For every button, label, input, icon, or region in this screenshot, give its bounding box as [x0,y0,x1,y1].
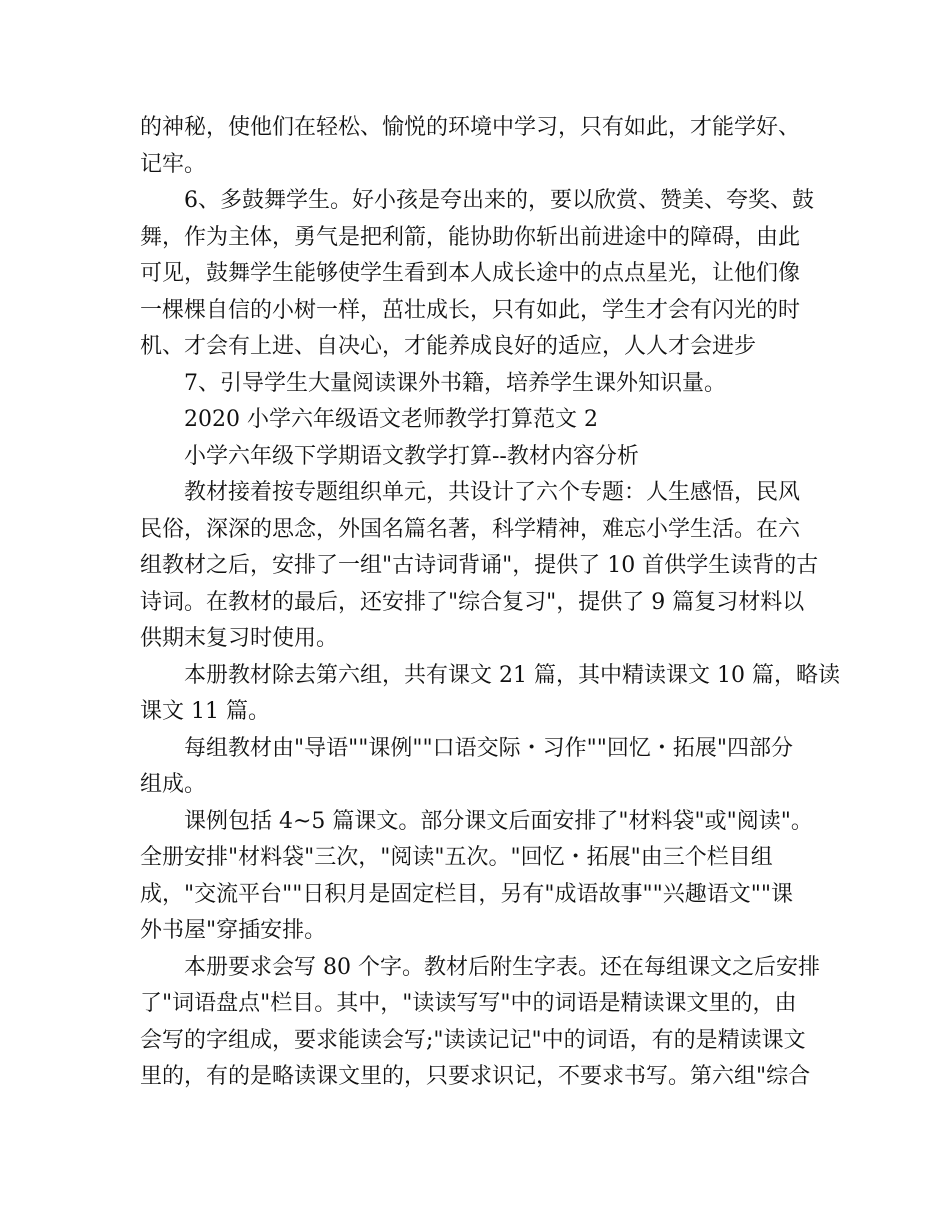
text-line: 成，"交流平台""日积月是固定栏目，另有"成语故事""兴趣语文""课 [140,881,793,907]
text-line: 课例包括 4~5 篇课文。部分课文后面安排了"材料袋"或"阅读"。 [184,808,813,834]
text-line: 可见，鼓舞学生能够使学生看到本人成长途中的点点星光，让他们像 [140,261,801,286]
text-line: 记牢。 [140,151,207,177]
text-line: 每组教材由"导语""课例""口语交际・习作""回忆・拓展"四部分 [184,735,793,761]
text-line: 舞，作为主体，勇气是把利箭，能协助你斩出前进途中的障碍，由此 [140,224,801,250]
text-line: 民俗，深深的思念，外国名篇名著，科学精神，难忘小学生活。在六 [140,516,801,542]
text-line: 供期末复习时使用。 [140,626,339,651]
text-line: 里的，有的是略读课文里的，只要求识记，不要求书写。第六组"综合 [140,1064,811,1089]
text-line: 全册安排"材料袋"三次，"阅读"五次。"回忆・拓展"由三个栏目组 [140,845,773,870]
text-line: 组教材之后，安排了一组"古诗词背诵"，提供了 10 首供学生读背的古 [140,553,819,578]
section-subheading: 小学六年级下学期语文教学打算--教材内容分析 [184,443,639,469]
text-line: 的神秘，使他们在轻松、愉悦的环境中学习，只有如此，才能学好、 [140,115,801,140]
text-line: 了"词语盘点"栏目。其中，"读读写写"中的词语是精读课文里的，由 [140,991,797,1016]
text-line: 本册教材除去第六组，共有课文 21 篇，其中精读课文 10 篇，略读 [184,662,840,688]
text-line: 会写的字组成，要求能读会写;"读读记记"中的词语，有的是精读课文 [140,1027,806,1053]
text-line: 诗词。在教材的最后，还安排了"综合复习"，提供了 9 篇复习材料以 [140,589,805,615]
section-heading: 2020 小学六年级语文老师教学打算范文 2 [184,407,598,432]
text-line: 6、多鼓舞学生。好小孩是夸出来的，要以欣赏、赞美、夸奖、鼓 [184,188,814,213]
text-line: 组成。 [140,772,207,797]
text-line: 本册要求会写 80 个字。教材后附生字表。还在每组课文之后安排 [184,954,820,980]
text-line: 教材接着按专题组织单元，共设计了六个专题：人生感悟，民风 [184,480,801,505]
text-line: 一棵棵自信的小树一样，茁壮成长，只有如此，学生才会有闪光的时 [140,297,801,323]
text-line: 7、引导学生大量阅读课外书籍，培养学生课外知识量。 [184,370,726,396]
text-line: 机、才会有上进、自决心，才能养成良好的适应，人人才会进步 [140,334,757,359]
document-body [140,110,840,1096]
text-line: 课文 11 篇。 [140,699,270,724]
text-line: 外书屋"穿插安排。 [140,918,327,943]
